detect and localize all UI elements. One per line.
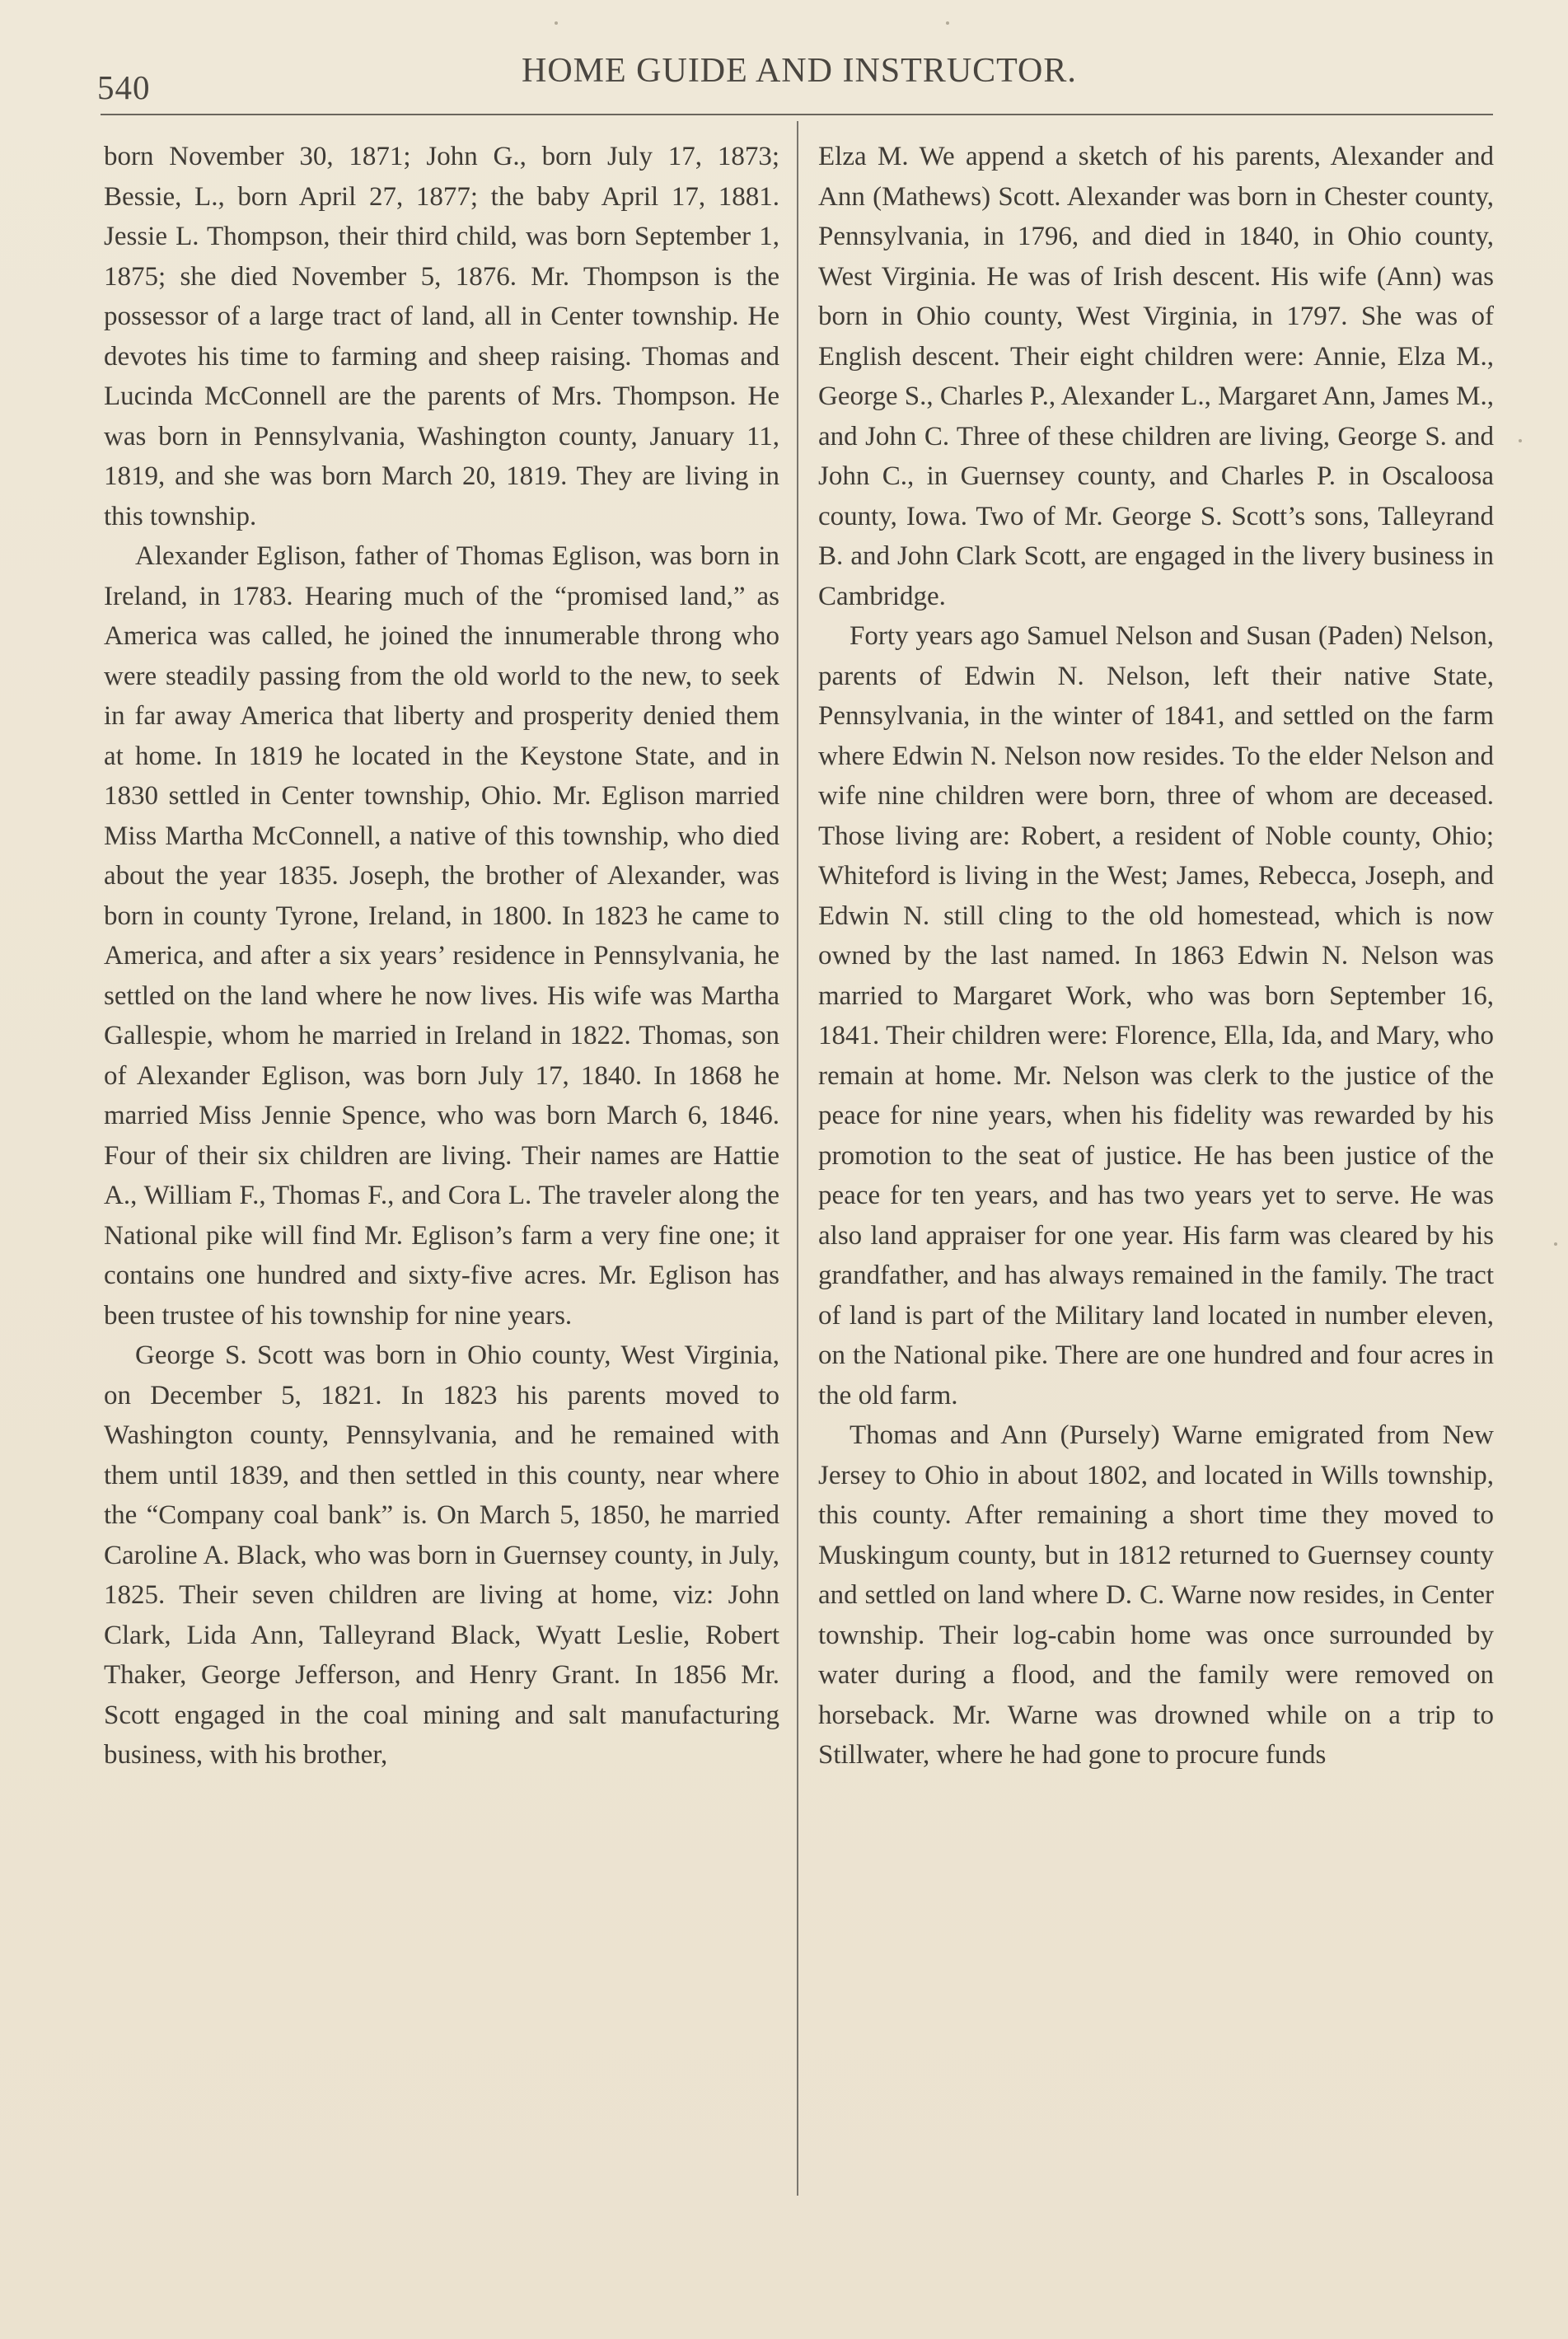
column-divider — [797, 121, 798, 2196]
paragraph-warne: Thomas and Ann (Pursely) Warne emigrated from New Jersey to Ohio in about 1802, and located in Wills township, this county. After remaining a short time they moved to Muskingum county, but in 1812 returned to Guernsey county and settled on land where D. C. Warne now resides, in Center township. Their log-cabin home was once surrounded by water during a flood, and the family were removed on horseback. Mr. Warne was drowned while on a trip to Stillwater, where he had gone to procure funds — [818, 1420, 1494, 1770]
header-rule — [101, 114, 1493, 115]
paragraph-eglison: Alexander Eglison, father of Thomas Eglison, was born in Ireland, in 1783. Hearing much of the “promised land,” as America was called, he joined the innumerable throng who were steadily passing from the old world to the new, to seek in far away America that liberty and prosperity denied them at home. In 1819 he located in the Keystone State, and in 1830 settled in Center township, Ohio. Mr. Eglison married Miss Martha McConnell, a native of this township, who died about the year 1835. Joseph, the brother of Alexander, was born in county Tyrone, Ireland, in 1800. In 1823 he came to America, and after a six years’ residence in Pennsylvania, he settled on the land where he now lives. His wife was Martha Gallespie, whom he married in Ireland in 1822. Thomas, son of Alexander Eglison, was born July 17, 1840. In 1868 he married Miss Jennie Spence, who was born March 6, 1846. Four of their six children are living. Their names are Hattie A., William F., Thomas F., and Cora L. The traveler along the National pike will find Mr. Eglison’s farm a very fine one; it contains one hundred and sixty-five acres. Mr. Eglison has been trustee of his township for nine years. — [104, 541, 779, 1331]
ink-speck — [946, 21, 949, 25]
paragraph-george-scott: George S. Scott was born in Ohio county, West Virginia, on December 5, 1821. In 1823 his parents moved to Washington county, Pennsylvania, and he remained with them until 1839, and then settled in this county, near where the “Company coal bank” is. On March 5, 1850, he married Caroline A. Black, who was born in Guernsey county, in July, 1825. Their seven children are living at home, viz: John Clark, Lida Ann, Talleyrand Black, Wyatt Leslie, Robert Thaker, George Jefferson, and Henry Grant. In 1856 Mr. Scott engaged in the coal mining and salt manufacturing business, with his brother, — [104, 1340, 779, 1770]
running-title: HOME GUIDE AND INSTRUCTOR. — [522, 52, 1077, 90]
ink-speck — [1519, 439, 1522, 442]
paragraph-scott-parents: Elza M. We append a sketch of his parents, Alexander and Ann (Mathews) Scott. Alexander was born in Chester county, Pennsylvania, in 1796, and died in 1840, in Ohio county, West Virginia. He was of Irish descent. His wife (Ann) was born in Ohio county, West Virginia, in 1797. She was of English descent. Their eight children were: Annie, Elza M., George S., Charles P., Alexander L., Margaret Ann, James M., and John C. Three of these children are living, George S. and John C., in Guernsey county, and Charles P. in Oscaloosa county, Iowa. Two of Mr. George S. Scott’s sons, Talleyrand B. and John Clark Scott, are engaged in the livery business in Cambridge. — [818, 142, 1494, 611]
left-column — [104, 137, 779, 1775]
page-header — [97, 51, 1498, 109]
ink-speck — [555, 21, 558, 25]
right-column — [818, 137, 1494, 1775]
paragraph-nelson: Forty years ago Samuel Nelson and Susan (Paden) Nelson, parents of Edwin N. Nelson, left their native State, Pennsylvania, in the winter of 1841, and settled on the farm where Edwin N. Nelson now resides. To the elder Nelson and wife nine children were born, three of whom are deceased. Those living are: Robert, a resident of Noble county, Ohio; Whiteford is living in the West; James, Rebecca, Joseph, and Edwin N. still cling to the old homestead, which is now owned by the last named. In 1863 Edwin N. Nelson was married to Margaret Work, who was born September 16, 1841. Their children were: Florence, Ella, Ida, and Mary, who remain at home. Mr. Nelson was clerk to the justice of the peace for nine years, when his fidelity was rewarded by his promotion to the seat of justice. He has been justice of the peace for ten years, and has two years yet to serve. He was also land appraiser for one year. His farm was cleared by his grandfather, and has always remained in the family. The tract of land is part of the Military land located in number eleven, on the National pike. There are one hundred and four acres in the old farm. — [818, 621, 1494, 1410]
paragraph-thompson-continued: born November 30, 1871; John G., born July 17, 1873; Bessie, L., born April 27, 1877; the baby April 17, 1881. Jessie L. Thompson, their third child, was born September 1, 1875; she died November 5, 1876. Mr. Thompson is the possessor of a large tract of land, all in Center township. He devotes his time to farming and sheep raising. Thomas and Lucinda McConnell are the parents of Mrs. Thompson. He was born in Pennsylvania, Washington county, January 11, 1819, and she was born March 20, 1819. They are living in this township. — [104, 142, 779, 531]
ink-speck — [1554, 1242, 1557, 1246]
page-number: 540 — [97, 68, 151, 106]
